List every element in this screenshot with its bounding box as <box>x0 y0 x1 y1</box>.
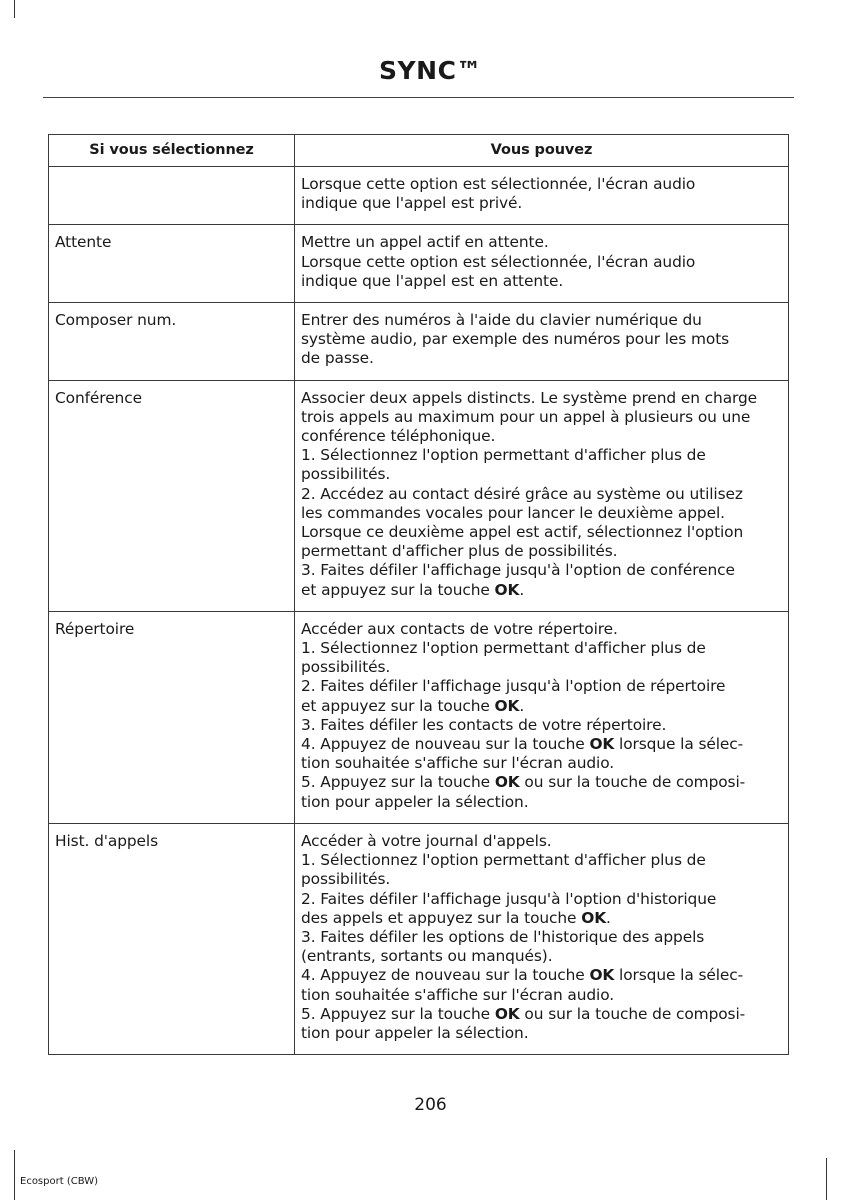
table-row <box>49 380 789 611</box>
description-line: 4. Appuyez de nouveau sur la touche OK lorsque la sélec- <box>301 966 744 985</box>
page-number: 206 <box>414 1095 447 1115</box>
column-header: Vous pouvez <box>295 135 789 167</box>
description-line: Entrer des numéros à l'aide du clavier numérique du <box>301 311 702 330</box>
table-row <box>49 167 789 225</box>
key-name: OK <box>494 1004 520 1023</box>
description-cell <box>295 823 789 1054</box>
description-line: conférence téléphonique. <box>301 427 496 446</box>
selection-cell: Attente <box>49 225 295 303</box>
key-name: OK <box>589 735 615 754</box>
description-line: tion pour appeler la sélection. <box>301 792 529 811</box>
description-line: possibilités. <box>301 465 391 484</box>
options-table <box>48 134 789 1055</box>
description-line: tion souhaitée s'affiche sur l'écran audio. <box>301 754 615 773</box>
selection-cell: Composer num. <box>49 303 295 381</box>
description-line: Associer deux appels distincts. Le système prend en charge <box>301 388 758 407</box>
description-line: indique que l'appel est en attente. <box>301 271 564 290</box>
column-header: Si vous sélectionnez <box>49 135 295 167</box>
crop-mark <box>826 1158 827 1200</box>
key-name: OK <box>494 773 520 792</box>
description-line: (entrants, sortants ou manqués). <box>301 947 553 966</box>
description-line: tion pour appeler la sélection. <box>301 1023 529 1042</box>
description-cell <box>295 167 789 225</box>
description-line: Lorsque cette option est sélectionnée, l'écran audio <box>301 252 696 271</box>
page-title: SYNC™ <box>379 56 482 85</box>
crop-mark <box>14 1150 15 1200</box>
description-cell <box>295 303 789 381</box>
description-line: 2. Faites défiler l'affichage jusqu'à l'option d'historique <box>301 889 717 908</box>
description-cell <box>295 380 789 611</box>
table-row <box>49 225 789 303</box>
description-line: des appels et appuyez sur la touche OK. <box>301 908 611 927</box>
description-line: possibilités. <box>301 658 391 677</box>
description-line: Accéder à votre journal d'appels. <box>301 831 552 850</box>
key-name: OK <box>494 580 520 599</box>
description-line: 2. Faites défiler l'affichage jusqu'à l'option de répertoire <box>301 677 726 696</box>
description-line: 1. Sélectionnez l'option permettant d'afficher plus de <box>301 446 706 465</box>
key-name: OK <box>494 696 520 715</box>
description-line: Accéder aux contacts de votre répertoire. <box>301 619 618 638</box>
description-line: 3. Faites défiler les options de l'historique des appels <box>301 927 705 946</box>
selection-cell: Hist. d'appels <box>49 823 295 1054</box>
selection-cell: Répertoire <box>49 611 295 823</box>
description-line: tion souhaitée s'affiche sur l'écran audio. <box>301 985 615 1004</box>
description-line: 3. Faites défiler l'affichage jusqu'à l'option de conférence <box>301 561 735 580</box>
table-header-row <box>49 135 789 167</box>
table-row <box>49 303 789 381</box>
description-line: 5. Appuyez sur la touche OK ou sur la touche de composi- <box>301 773 746 792</box>
description-line: 1. Sélectionnez l'option permettant d'afficher plus de <box>301 851 706 870</box>
description-line: 1. Sélectionnez l'option permettant d'afficher plus de <box>301 639 706 658</box>
key-name: OK <box>581 908 607 927</box>
description-line: indique que l'appel est privé. <box>301 194 523 213</box>
description-cell <box>295 225 789 303</box>
footer-label: Ecosport (CBW) <box>20 1176 98 1187</box>
description-line: Lorsque ce deuxième appel est actif, sélectionnez l'option <box>301 523 744 542</box>
crop-mark <box>14 0 15 18</box>
description-line: les commandes vocales pour lancer le deuxième appel. <box>301 503 725 522</box>
description-line: 4. Appuyez de nouveau sur la touche OK lorsque la sélec- <box>301 735 744 754</box>
description-cell <box>295 611 789 823</box>
table-body <box>49 167 789 1055</box>
description-line: possibilités. <box>301 870 391 889</box>
description-line: et appuyez sur la touche OK. <box>301 696 525 715</box>
description-line: permettant d'afficher plus de possibilités. <box>301 542 618 561</box>
description-line: 3. Faites défiler les contacts de votre répertoire. <box>301 715 667 734</box>
table-row <box>49 611 789 823</box>
description-line: système audio, par exemple des numéros pour les mots <box>301 330 730 349</box>
description-line: 2. Accédez au contact désiré grâce au système ou utilisez <box>301 484 743 503</box>
description-line: de passe. <box>301 349 374 368</box>
description-line: et appuyez sur la touche OK. <box>301 580 525 599</box>
description-line: Lorsque cette option est sélectionnée, l'écran audio <box>301 175 696 193</box>
description-line: trois appels au maximum pour un appel à plusieurs ou une <box>301 407 751 426</box>
title-rule <box>43 97 794 98</box>
selection-cell <box>49 167 295 225</box>
description-line: 5. Appuyez sur la touche OK ou sur la touche de composi- <box>301 1004 746 1023</box>
table-row <box>49 823 789 1054</box>
selection-cell: Conférence <box>49 380 295 611</box>
description-line: Mettre un appel actif en attente. <box>301 233 549 252</box>
key-name: OK <box>589 966 615 985</box>
